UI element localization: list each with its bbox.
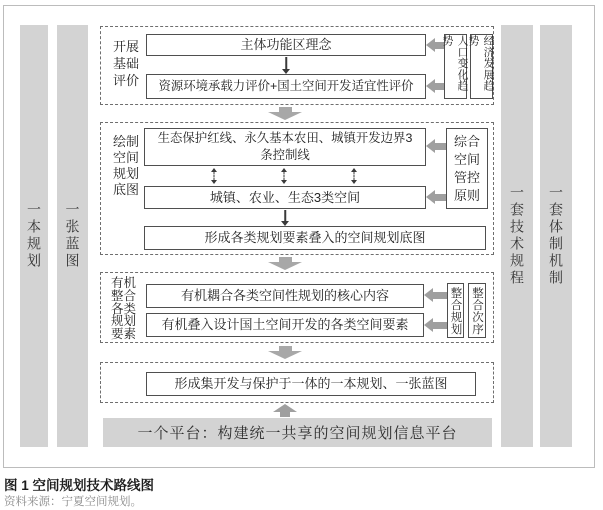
section-integrate-elements xyxy=(100,272,494,343)
left-arrow-icon xyxy=(426,190,446,204)
pillar-technical-regulations xyxy=(501,25,533,447)
dashed-updown-arrow-icon xyxy=(349,168,359,184)
section-integrate-elements-label: 有机整合各类规划要素 xyxy=(111,276,137,342)
platform-bar: 一个平台：构建统一共享的空间规划信息平台 xyxy=(103,418,492,447)
dashed-updown-arrow-icon xyxy=(209,168,219,184)
pillar-institutional-mechanisms xyxy=(540,25,572,447)
side-box-control-principles xyxy=(446,128,488,209)
pillar-one-blueprint-label: 一张蓝图 xyxy=(64,202,81,270)
side-box-population-trend xyxy=(441,34,469,99)
up-arrow-icon xyxy=(273,404,297,417)
side-box-economic-trend xyxy=(467,34,495,99)
side-box-control-principles-label: 综合空间管控原则 xyxy=(453,133,480,203)
thin-down-arrow-icon xyxy=(280,210,290,226)
pillar-one-plan xyxy=(20,25,48,447)
figure-caption: 图 1 空间规划技术路线图 xyxy=(4,478,155,493)
pillar-institutional-mechanisms-label: 一套体制机制 xyxy=(548,185,564,287)
pillar-one-plan-label: 一本规划 xyxy=(26,202,42,270)
down-arrow-icon xyxy=(268,257,302,270)
flow-box-main-function-concept: 主体功能区理念 xyxy=(146,34,426,56)
figure-source: 资料来源：宁夏空间规划。 xyxy=(4,496,142,508)
section-final-result xyxy=(100,362,494,403)
flow-box-carrying-capacity-evaluation: 资源环境承载力评价+国土空间开发适宜性评价 xyxy=(146,74,426,99)
side-box-integration-order-label: 整合次序 xyxy=(471,286,483,335)
thin-down-arrow-icon xyxy=(281,57,291,74)
flow-box-three-spaces: 城镇、农业、生态3类空间 xyxy=(144,186,426,209)
section-basic-evaluation-label: 开展基础评价 xyxy=(113,39,140,88)
flow-box-one-plan-one-blueprint: 形成集开发与保护于一体的一本规划、一张蓝图 xyxy=(146,372,476,396)
flow-box-three-control-lines: 生态保护红线、永久基本农田、城镇开发边界3条控制线 xyxy=(144,128,426,166)
left-arrow-icon xyxy=(426,139,446,153)
dashed-updown-arrow-icon xyxy=(279,168,289,184)
flow-box-couple-core-content: 有机耦合各类空间性规划的核心内容 xyxy=(146,284,424,308)
section-draw-base-map xyxy=(100,122,494,255)
flow-box-overlay-spatial-elements: 有机叠入设计国土空间开发的各类空间要素 xyxy=(146,313,424,337)
down-arrow-icon xyxy=(268,346,302,359)
side-box-economic-trend-label: 经济发展趋势 xyxy=(467,35,495,92)
side-box-population-trend-label: 人口变化趋势 xyxy=(441,35,469,92)
flow-box-base-map-result: 形成各类规划要素叠入的空间规划底图 xyxy=(144,226,486,250)
side-box-integration-order xyxy=(468,283,486,338)
pillar-technical-regulations-label: 一套技术规程 xyxy=(509,185,525,287)
pillar-one-blueprint xyxy=(57,25,88,447)
section-draw-base-map-label: 绘制空间规划底图 xyxy=(113,134,140,197)
left-arrow-icon xyxy=(424,288,447,302)
down-arrow-icon xyxy=(268,107,302,120)
left-arrow-icon xyxy=(424,318,447,332)
side-box-integration-plan-label: 整合规划 xyxy=(449,286,462,335)
side-box-integration-plan xyxy=(447,283,464,338)
section-basic-evaluation xyxy=(100,26,494,105)
